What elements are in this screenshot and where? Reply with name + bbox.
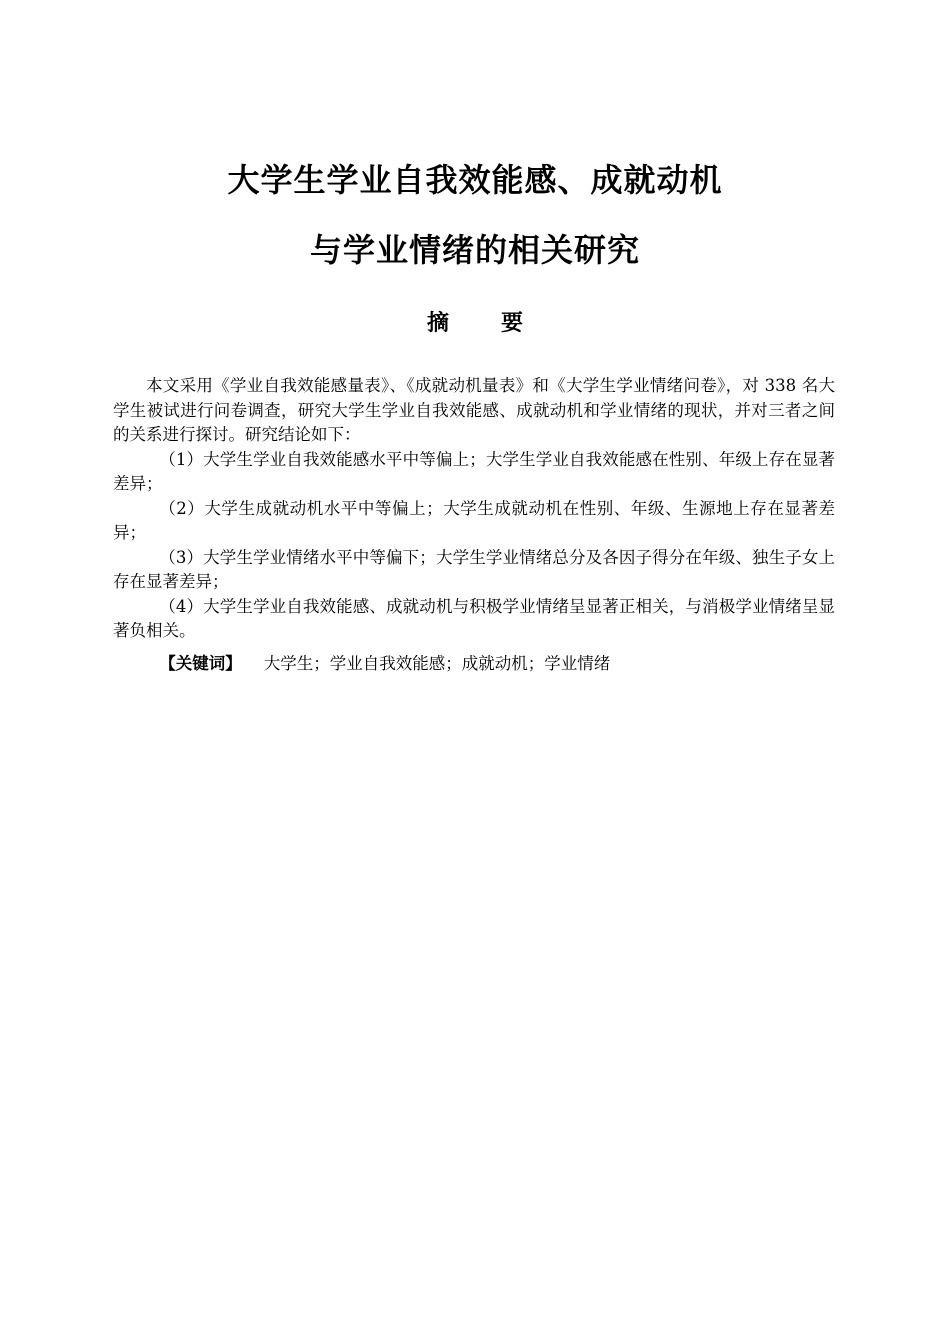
abstract-heading: [0, 308, 950, 340]
finding-2: （2）大学生成就动机水平中等偏上；大学生成就动机在性别、年级、生源地上存在显著差异；: [113, 498, 835, 542]
title-line-2: 与学业情绪的相关研究: [309, 231, 640, 269]
keywords-line: [113, 652, 835, 677]
abstract-heading-left: 摘: [426, 311, 449, 336]
keywords-label: 【关键词】: [159, 653, 242, 673]
abstract-intro: 本文采用《学业自我效能感量表》、《成就动机量表》和《大学生学业情绪问卷》，对 338 名大学生被试进行问卷调查，研究大学生学业自我效能感、成就动机和学业情绪的现状，并对三者之间的关系进行探讨。研究结论如下：: [113, 376, 835, 444]
finding-3: （3）大学生学业情绪水平中等偏下；大学生学业情绪总分及各因子得分在年级、独生子女上存在显著差异；: [113, 547, 835, 591]
abstract-heading-right: 要: [501, 311, 524, 336]
keywords-text: 大学生；学业自我效能感；成就动机；学业情绪: [263, 653, 611, 673]
abstract-body: [113, 374, 835, 676]
finding-1: （1）大学生学业自我效能感水平中等偏上；大学生学业自我效能感在性别、年级上存在显著差异；: [113, 449, 835, 493]
title-line-1: 大学生学业自我效能感、成就动机: [227, 161, 723, 199]
finding-4: （4）大学生学业自我效能感、成就动机与积极学业情绪呈显著正相关，与消极学业情绪呈显著负相关。: [113, 596, 835, 640]
